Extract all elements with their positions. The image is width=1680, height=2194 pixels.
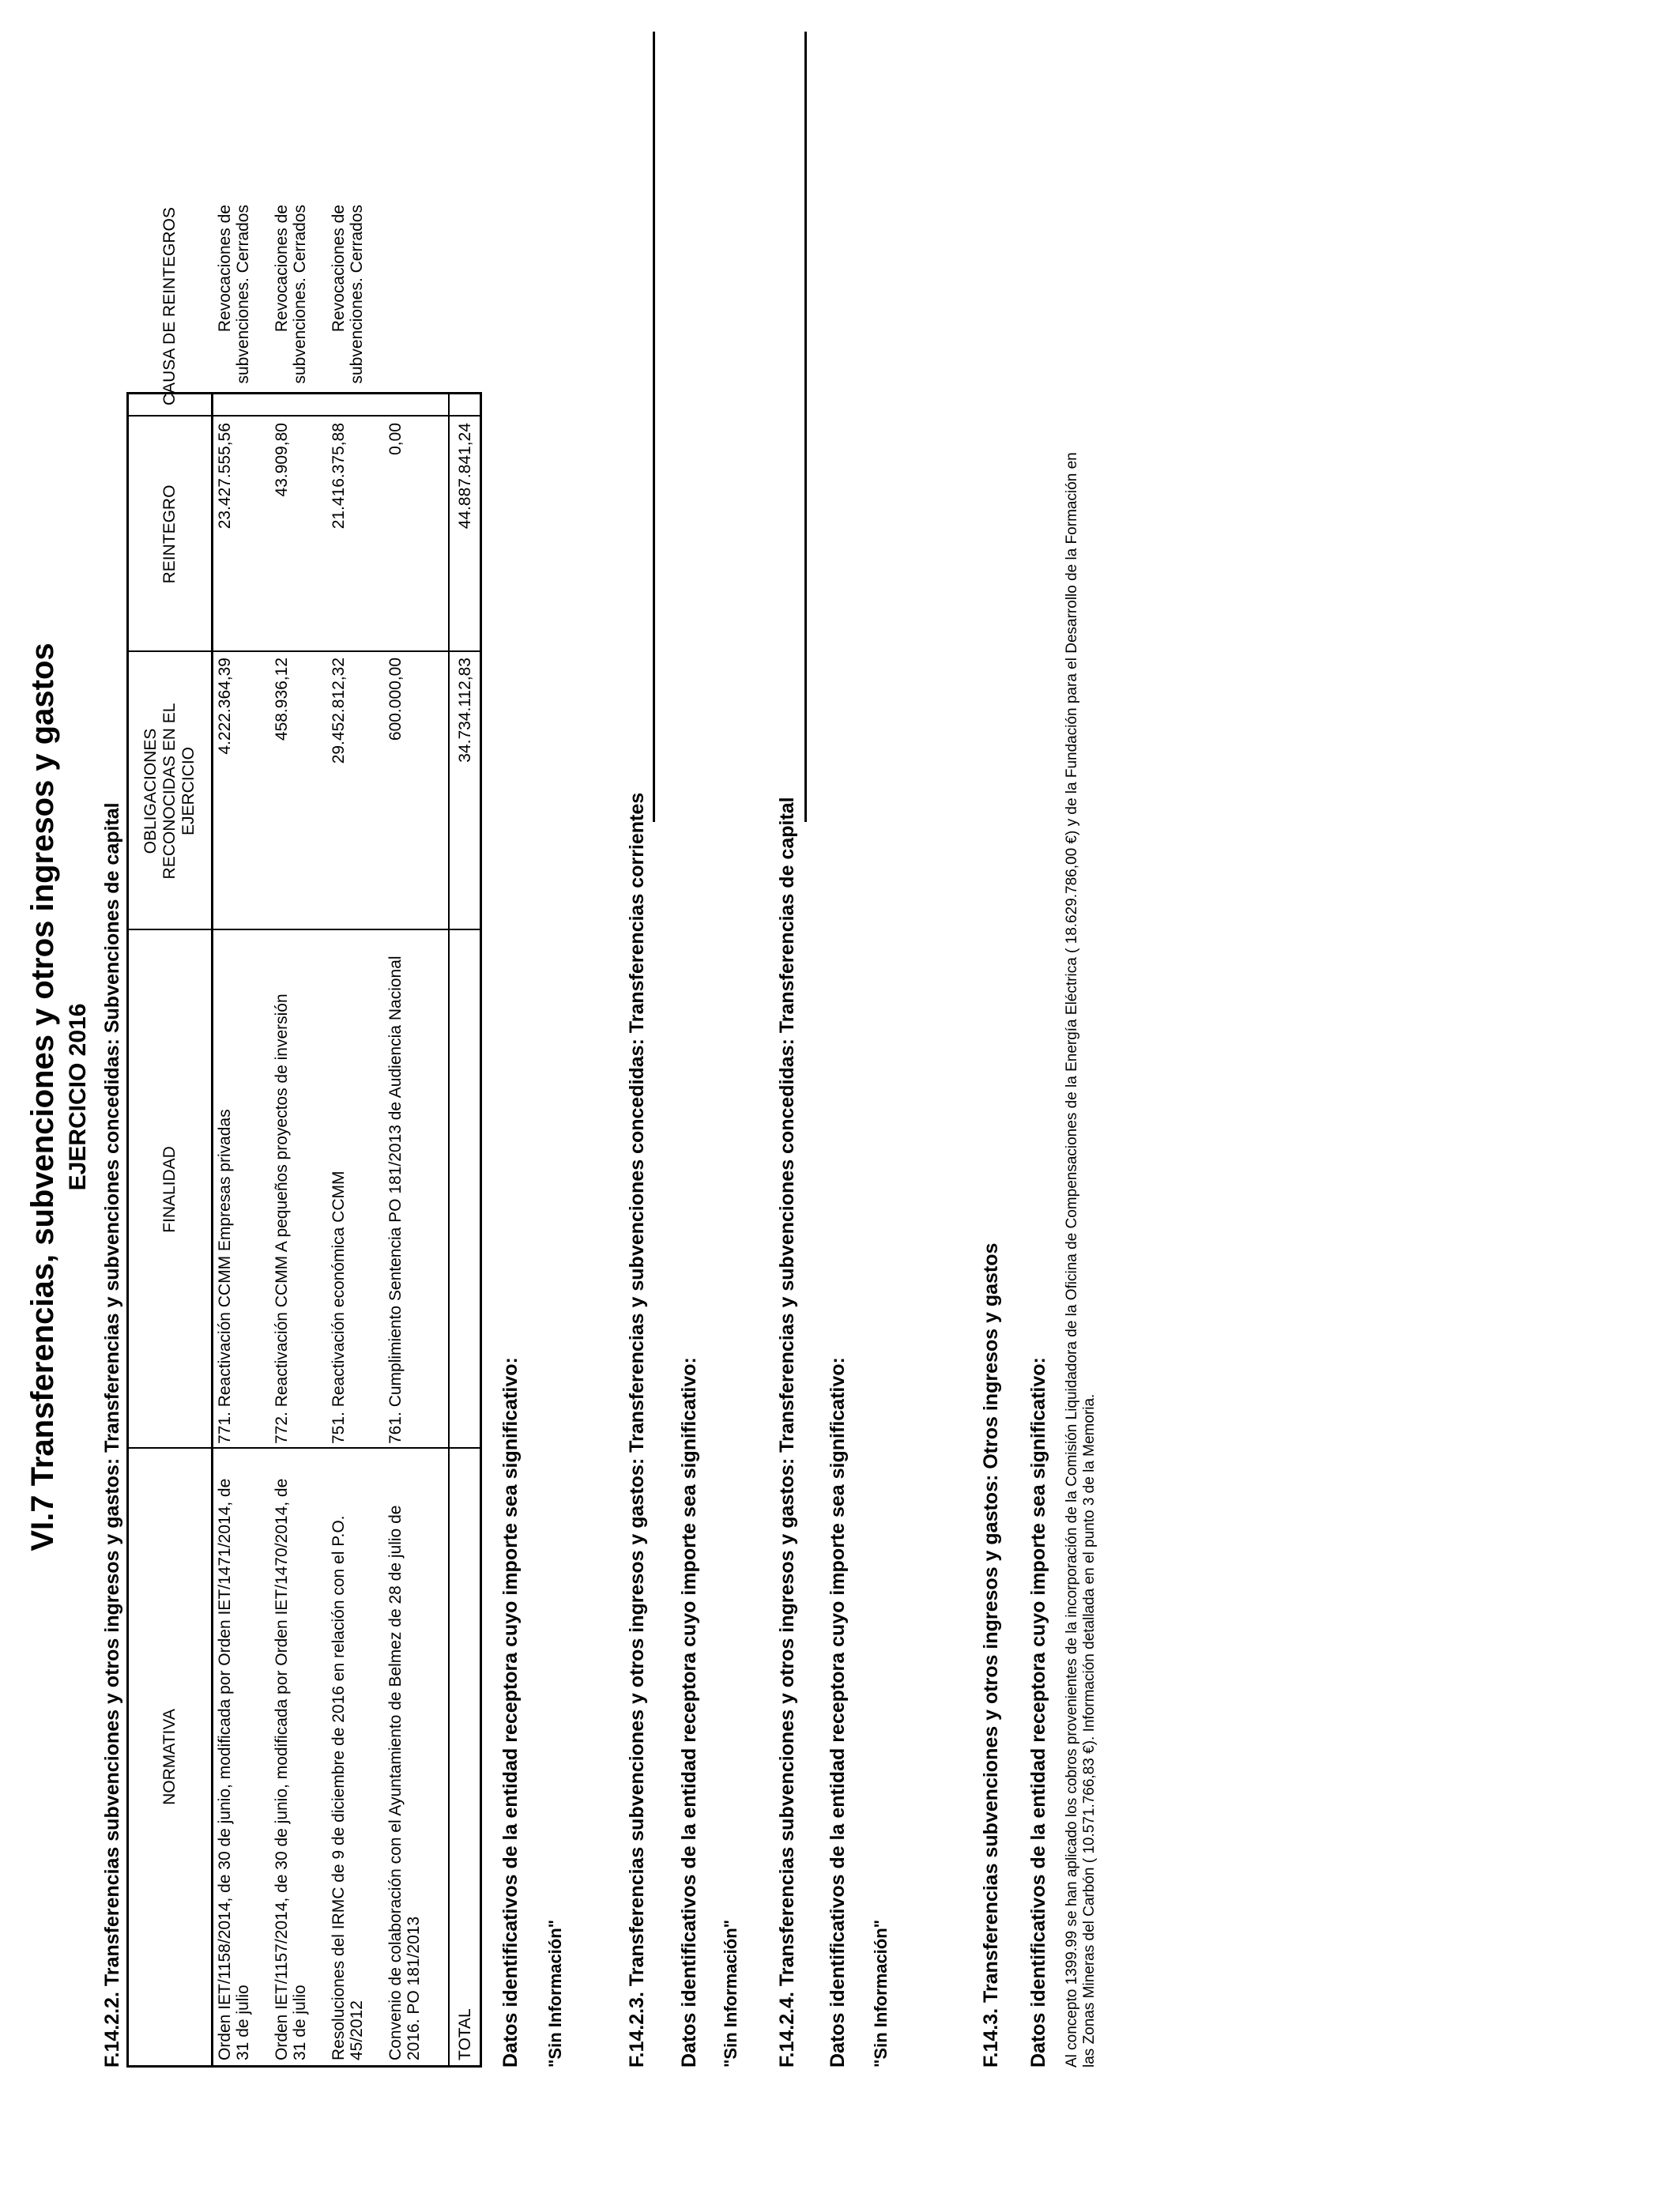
row2-normativa: Orden IET/1157/2014, de 30 de junio, modificada por Orden IET/1470/2014, de 31 de julio: [273, 1478, 309, 2060]
subvenciones-table: [126, 205, 482, 2068]
section-heading-f143: F.14.3. Transferencias subvenciones y otros ingresos y gastos: Otros ingresos y gastos: [980, 1242, 1002, 2068]
row1-causa: Revocaciones de subvenciones. Cerrados: [216, 205, 252, 384]
total-obligaciones: 34.734.112,83: [456, 658, 474, 763]
header-reintegro: REINTEGRO: [160, 484, 179, 584]
header-finalidad: FINALIDAD: [160, 1146, 179, 1233]
row1-obligaciones: 4.222.364,39: [216, 658, 234, 755]
datos-label-f143: Datos identificativos de la entidad receptora cuyo importe sea significativo:: [1027, 1357, 1049, 2068]
datos-label-f1423: Datos identificativos de la entidad receptora cuyo importe sea significativo:: [678, 1357, 700, 2068]
total-reintegro: 44.887.841,24: [456, 423, 474, 530]
datos-label-f1424: Datos identificativos de la entidad receptora cuyo importe sea significativo:: [827, 1357, 849, 2068]
row3-reintegro: 21.416.375,88: [330, 423, 348, 530]
rule-f1423: [653, 32, 655, 822]
page-title: VI.7 Transferencias, subvenciones y otros ingresos y gastos: [25, 643, 60, 1551]
section-heading-f1422: F.14.2.2. Transferencias subvenciones y otros ingresos y gastos: Transferencias y subvenciones concedidas: Subvenciones de capital: [101, 802, 123, 2068]
datos-label-f1422: Datos identificativos de la entidad receptora cuyo importe sea significativo:: [499, 1357, 522, 2068]
row3-normativa: Resoluciones del IRMC de 9 de diciembre de 2016 en relación con el P.O. 45/2012: [330, 1515, 366, 2060]
rule-f1424: [804, 32, 807, 822]
row4-finalidad: 761. Cumplimiento Sentencia PO 181/2013 de Audiencia Nacional: [386, 956, 405, 1444]
row3-causa: Revocaciones de subvenciones. Cerrados: [330, 205, 366, 384]
note-f143: Al concepto 1399.99 se han aplicado los cobros provenientes de la incorporación de la Comisión Liquidadora de la Oficina de Compensaciones de la Energía Eléctrica ( 18.629.786,00 €) y de la Fundación para el Desarrollo de la Formación en las Zonas Mineras del Carbón ( 10.571.766,83 €). Información detallada en el punto 3 de la Memoria.: [1064, 452, 1098, 2068]
header-obligaciones: OBLIGACIONES RECONOCIDAS EN EL EJERCICIO: [141, 703, 198, 880]
row1-finalidad: 771. Reactivación CCMM Empresas privadas: [216, 1109, 234, 1444]
row4-obligaciones: 600.000,00: [386, 658, 405, 741]
sin-info-f1422: "Sin Información": [545, 1919, 565, 2068]
row1-normativa: Orden IET/1158/2014, de 30 de junio, modificada por Orden IET/1471/2014, de 31 de julio: [216, 1478, 252, 2060]
row2-reintegro: 43.909,80: [273, 423, 291, 497]
row4-normativa: Convenio de colaboración con el Ayuntamiento de Belmez de 28 de julio de 2016. PO 181/2013: [386, 1505, 423, 2060]
section-heading-f1423: F.14.2.3. Transferencias subvenciones y otros ingresos y gastos: Transferencias y subvenciones concedidas: Transferencias corrientes: [626, 792, 648, 2068]
sin-info-f1424: "Sin Información": [871, 1919, 891, 2068]
row3-obligaciones: 29.452.812,32: [330, 658, 348, 764]
row4-reintegro: 0,00: [386, 423, 405, 455]
row2-finalidad: 772. Reactivación CCMM A pequeños proyectos de inversión: [273, 993, 291, 1444]
header-causa: CAUSA DE REINTEGROS: [160, 207, 179, 405]
sin-info-f1423: "Sin Información": [721, 1919, 740, 2068]
row2-obligaciones: 458.936,12: [273, 658, 291, 741]
header-normativa: NORMATIVA: [160, 1709, 179, 1805]
row2-causa: Revocaciones de subvenciones. Cerrados: [273, 205, 309, 384]
total-label: TOTAL: [456, 2008, 474, 2060]
row1-reintegro: 23.427.555,56: [216, 423, 234, 530]
section-heading-f1424: F.14.2.4. Transferencias subvenciones y otros ingresos y gastos: Transferencias y subvenciones concedidas: Transferencias de capital: [776, 797, 798, 2068]
row3-finalidad: 751. Reactivación económica CCMM: [330, 1171, 348, 1444]
page-subtitle: EJERCICIO 2016: [65, 1003, 91, 1191]
